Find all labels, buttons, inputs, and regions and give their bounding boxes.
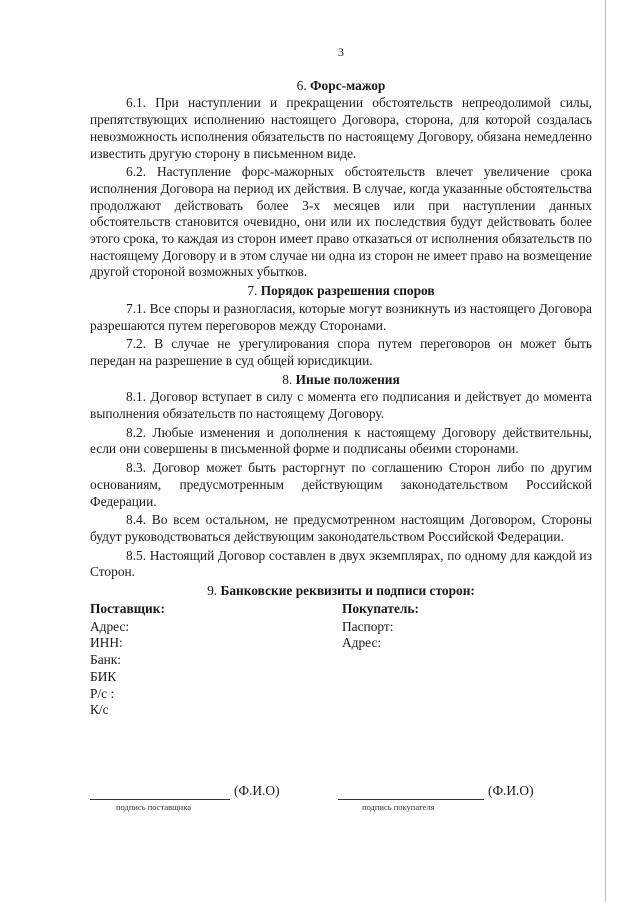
paragraph-8-5: 8.5. Настоящий Договор составлен в двух экземплярах, по одному для каждой из Сторон. bbox=[90, 547, 592, 580]
paragraph-8-1: 8.1. Договор вступает в силу с момента его подписания и действует до момента выполнения обязательств по настоящему Договору. bbox=[90, 389, 592, 422]
buyer-signature bbox=[338, 782, 534, 812]
section-number: 9. bbox=[207, 583, 218, 599]
requisites bbox=[90, 601, 592, 719]
section-title: Банковские реквизиты и подписи сторон: bbox=[220, 583, 475, 599]
buyer-field-passport: Паспорт: bbox=[342, 618, 394, 634]
buyer-requisites bbox=[342, 601, 592, 719]
buyer-signature-caption: подпись покупателя bbox=[362, 802, 435, 812]
supplier-field-address: Адрес: bbox=[90, 618, 130, 634]
paragraph-8-4: 8.4. Во всем остальном, не предусмотренном настоящим Договором, Стороны будут руководствоваться действующим законодательством Российской Федерации. bbox=[90, 512, 592, 544]
page-edge-line bbox=[605, 0, 606, 902]
supplier-signature-caption: подпись поставщика bbox=[116, 802, 192, 812]
signature-block bbox=[90, 782, 550, 822]
paragraph-6-1: 6.1. При наступлении и прекращении обстоятельств непреодолимой силы, препятствующих исполнению настоящего Договора, сторона, для которой создалась невозможность исполнения обязательств по настоящему Договору, обязана немедленно известить другую сторону в письменном виде. bbox=[90, 95, 592, 161]
supplier-field-account: Р/с : bbox=[90, 685, 115, 701]
supplier-title: Поставщик: bbox=[90, 600, 165, 616]
paragraph-8-3: 8.3. Договор может быть расторгнут по соглашению Сторон либо по другим основаниям, предусмотренным действующим законодательством Российской Федерации. bbox=[90, 460, 592, 509]
supplier-signature-line bbox=[90, 785, 230, 800]
supplier-field-bank: Банк: bbox=[90, 652, 122, 668]
document-body bbox=[90, 44, 592, 719]
section-title: Форс-мажор bbox=[310, 77, 386, 93]
buyer-signature-line bbox=[338, 785, 484, 800]
supplier-field-corr-account: К/с bbox=[90, 702, 109, 718]
section-number: 8. bbox=[282, 371, 293, 387]
supplier-requisites bbox=[90, 601, 325, 719]
page-number: 3 bbox=[338, 45, 344, 59]
section-6-heading bbox=[90, 78, 592, 95]
supplier-signature bbox=[90, 782, 280, 812]
section-title: Порядок разрешения споров bbox=[260, 283, 435, 299]
buyer-title: Покупатель: bbox=[342, 600, 419, 616]
paragraph-8-2: 8.2. Любые изменения и дополнения к настоящему Договору действительны, если они совершены в письменной форме и подписаны обеими сторонами. bbox=[90, 424, 592, 457]
section-9-heading bbox=[90, 583, 592, 600]
section-title: Иные положения bbox=[295, 371, 400, 387]
section-8-heading bbox=[90, 372, 592, 389]
buyer-fio: (Ф.И.О) bbox=[488, 783, 534, 798]
paragraph-7-1: 7.1. Все споры и разногласия, которые могут возникнуть из настоящего Договора разрешаются путем переговоров между Сторонами. bbox=[90, 300, 592, 333]
supplier-field-bik: БИК bbox=[90, 668, 117, 684]
section-number: 6. bbox=[296, 77, 307, 93]
paragraph-6-2: 6.2. Наступление форс-мажорных обстоятельств влечет увеличение срока исполнения Договора на период их действия. В случае, когда указанные обстоятельства продолжают действовать более 3-х месяцев или при наступлении данных обстоятельств становится очевидно, они или их последствия будут действовать более этого срока, то каждая из сторон имеет право отказаться от исполнения обязательств по настоящему Договору и в этом случае ни одна из сторон не имеет право на возмещение другой стороной возможных убытков. bbox=[90, 164, 592, 280]
buyer-field-address: Адрес: bbox=[342, 635, 382, 651]
section-7-heading bbox=[90, 283, 592, 300]
supplier-fio: (Ф.И.О) bbox=[234, 783, 280, 798]
paragraph-7-2: 7.2. В случае не урегулирования спора путем переговоров он может быть передан на разрешение в суд общей юрисдикции. bbox=[90, 336, 592, 368]
supplier-field-inn: ИНН: bbox=[90, 635, 123, 651]
section-number: 7. bbox=[247, 283, 258, 299]
